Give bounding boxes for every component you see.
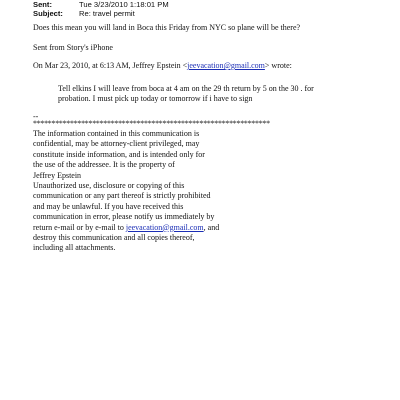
subject-header-row bbox=[33, 9, 135, 18]
mobile-signature: Sent from Story's iPhone bbox=[33, 43, 113, 52]
disclaimer-line: Jeffrey Epstein bbox=[33, 170, 82, 180]
sent-label: Sent: bbox=[33, 0, 52, 9]
attribution-suffix: > wrote: bbox=[264, 61, 292, 70]
quoted-message bbox=[58, 84, 314, 104]
disclaimer-line: including all attachments. bbox=[33, 243, 116, 253]
quoted-line-1: Tell elkins I will leave from boca at 4 am on the 29 th return by 5 on the 30 . for bbox=[58, 84, 314, 93]
disclaimer-line: The information contained in this communication is bbox=[33, 129, 200, 138]
disclaimer-line: the use of the addressee. It is the property of bbox=[33, 160, 175, 170]
disclaimer-line: communication or any part thereof is strictly prohibited bbox=[33, 191, 211, 201]
email-line-suffix: , and bbox=[203, 222, 220, 232]
sent-value: Tue 3/23/2010 1:18:01 PM bbox=[79, 0, 169, 9]
disclaimer-line: constitute inside information, and is intended only for bbox=[33, 149, 205, 159]
signature-separator: -- bbox=[33, 112, 39, 121]
disclaimer-line: Unauthorized use, disclosure or copying of this bbox=[33, 181, 185, 191]
disclaimer-email-line bbox=[33, 223, 363, 233]
confidentiality-disclaimer bbox=[33, 129, 363, 254]
disclaimer-line: confidential, may be attorney-client privileged, may bbox=[33, 139, 200, 149]
email-line-prefix: return e-mail or by e-mail to bbox=[33, 222, 126, 232]
reply-question: Does this mean you will land in Boca this Friday from NYC so plane will be there? bbox=[33, 23, 301, 32]
sent-header-row bbox=[33, 0, 169, 9]
disclaimer-line: and may be unlawful. If you have received this bbox=[33, 201, 184, 211]
subject-value: Re: travel permit bbox=[79, 9, 135, 18]
quote-attribution bbox=[33, 61, 292, 71]
disclaimer-line: communication in error, please notify us immediately by bbox=[33, 212, 215, 222]
disclaimer-email-link[interactable]: jeevacation@gmail.com bbox=[125, 222, 204, 232]
disclaimer-line: destroy this communication and all copies thereof, bbox=[33, 233, 195, 243]
subject-label: Subject: bbox=[33, 9, 63, 18]
attribution-prefix: On Mar 23, 2010, at 6:13 AM, Jeffrey Epstein < bbox=[33, 61, 188, 70]
attribution-email-link[interactable]: jeevacation@gmail.com bbox=[187, 61, 265, 70]
quoted-line-2: probation. I must pick up today or tomorrow if i have to sign bbox=[58, 94, 253, 103]
asterisk-divider: **************************************************************** bbox=[33, 119, 270, 128]
